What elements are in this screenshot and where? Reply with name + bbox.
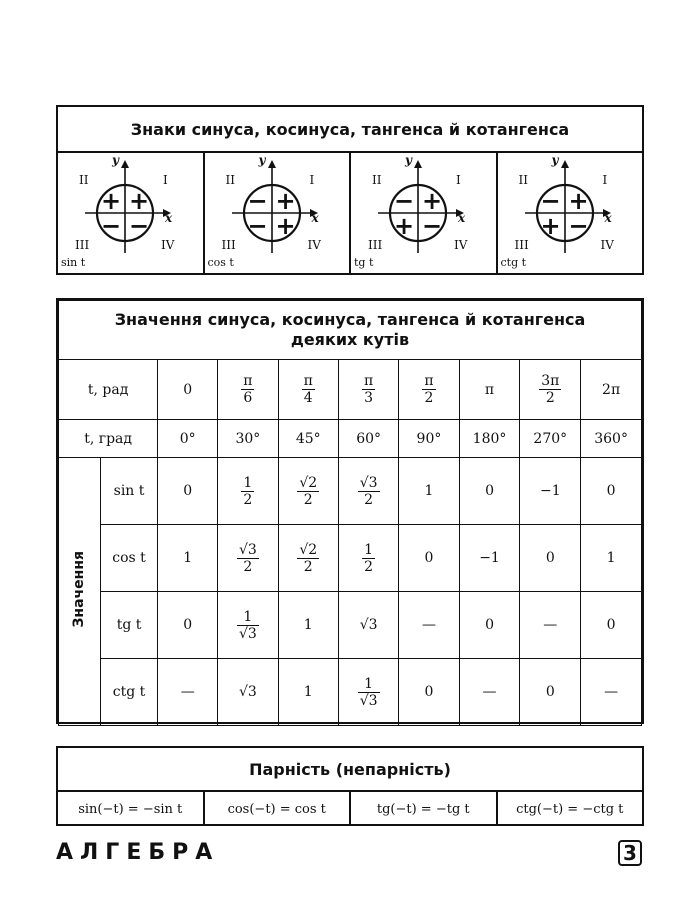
fraction-numerator: √2 [299, 541, 318, 558]
quadrant-label: III [368, 238, 383, 252]
signs-section [56, 105, 644, 275]
rad-value: π [459, 360, 520, 420]
function-name: cos t [207, 256, 234, 269]
fraction-numerator: 1 [243, 474, 253, 491]
function-value: 0 [459, 458, 520, 525]
parity-section [56, 746, 644, 826]
rad-value [338, 360, 398, 420]
footer-title: АЛГЕБРА [56, 840, 220, 865]
fraction-denominator: 3 [364, 390, 374, 406]
function-value: 0 [399, 659, 459, 726]
y-axis-label: y [112, 153, 119, 167]
fraction [358, 475, 380, 508]
values-title-line2: деяких кутів [290, 330, 410, 349]
function-value: √3 [338, 592, 398, 659]
quadrant-label: III [221, 238, 236, 252]
function-value [338, 458, 398, 525]
quadrant-label: I [456, 173, 461, 187]
fraction-denominator: 2 [303, 558, 313, 575]
x-axis-label: x [604, 211, 612, 225]
function-value: 1 [158, 525, 218, 592]
side-label: Значення [71, 551, 88, 628]
x-axis-label: x [311, 211, 319, 225]
rad-row [59, 360, 642, 420]
function-name-cell: tg t [100, 592, 157, 659]
quadrant-label: I [602, 173, 608, 187]
function-value [338, 525, 398, 592]
deg-value: 60° [338, 420, 398, 458]
fraction-numerator: 3π [541, 373, 560, 389]
fraction-numerator: √3 [238, 541, 257, 558]
fraction [241, 475, 254, 508]
fraction [422, 373, 435, 406]
fraction-numerator: π [364, 373, 374, 389]
quadrant-sign: − [247, 187, 268, 215]
function-name: tg t [354, 256, 374, 269]
function-value [218, 525, 278, 592]
deg-label: t, град [59, 420, 158, 458]
rad-value: 0 [158, 360, 218, 420]
values-table [58, 300, 642, 726]
function-value [278, 525, 338, 592]
function-value: 0 [520, 659, 581, 726]
quadrant-sign: − [568, 212, 589, 240]
rad-value: 2π [581, 360, 642, 420]
function-value [338, 659, 398, 726]
fraction [237, 609, 259, 642]
quadrant-sign: − [422, 212, 443, 240]
quadrant-label: IV [454, 238, 468, 252]
quadrant-sign: + [540, 212, 561, 240]
deg-value: 45° [278, 420, 338, 458]
deg-value: 0° [158, 420, 218, 458]
fraction-denominator: √3 [359, 692, 378, 709]
fraction [241, 373, 254, 406]
function-name-cell: ctg t [100, 659, 157, 726]
function-value: — [520, 592, 581, 659]
function-value: 0 [399, 525, 459, 592]
fraction [237, 542, 259, 575]
quadrant-label: IV [161, 238, 175, 252]
function-value: √3 [218, 659, 278, 726]
fraction-numerator: 1 [364, 541, 374, 558]
fraction-denominator: 2 [243, 491, 253, 508]
sign-panel-0 [58, 153, 205, 275]
deg-value: 180° [459, 420, 520, 458]
deg-value: 270° [520, 420, 581, 458]
x-axis-label: x [458, 211, 466, 225]
function-value [278, 458, 338, 525]
quadrant-label: I [163, 173, 168, 187]
parity-identity: ctg(−t) = −ctg t [516, 801, 624, 817]
quadrant-sign: + [101, 187, 122, 215]
values-section [56, 298, 644, 724]
fraction-numerator: π [303, 373, 313, 389]
fraction [362, 373, 375, 406]
fraction-denominator: √3 [238, 625, 257, 642]
function-value: 1 [278, 659, 338, 726]
deg-value: 30° [218, 420, 278, 458]
y-axis-label: y [551, 153, 559, 167]
parity-cells [58, 792, 642, 826]
function-value: 0 [158, 458, 218, 525]
function-row [59, 592, 642, 659]
x-axis-label: x [165, 211, 173, 225]
quadrant-label: II [518, 173, 528, 187]
function-value: 1 [399, 458, 459, 525]
quadrant-sign: + [275, 187, 296, 215]
quadrant-label: II [225, 173, 235, 187]
function-value [218, 458, 278, 525]
function-value: 0 [520, 525, 581, 592]
function-value: 0 [158, 592, 218, 659]
quadrant-sign: + [129, 187, 150, 215]
function-row [59, 525, 642, 592]
function-value: — [399, 592, 459, 659]
fraction-denominator: 2 [243, 558, 253, 575]
rad-value [399, 360, 459, 420]
fraction-denominator: 2 [364, 558, 374, 575]
quadrant-label: II [79, 173, 89, 187]
function-value [218, 592, 278, 659]
deg-value: 90° [399, 420, 459, 458]
fraction [358, 676, 380, 709]
fraction [302, 373, 315, 406]
quadrant-sign: + [568, 187, 589, 215]
function-value: −1 [459, 525, 520, 592]
deg-value: 360° [581, 420, 642, 458]
sign-panel-2 [351, 153, 498, 275]
page-number: 3 [618, 840, 642, 866]
rad-value [278, 360, 338, 420]
y-axis-label: y [405, 153, 412, 167]
fraction-numerator: π [424, 373, 434, 389]
fraction-denominator: 2 [364, 491, 374, 508]
function-value: −1 [520, 458, 581, 525]
quadrant-label: III [75, 238, 90, 252]
quadrant-sign: − [540, 187, 561, 215]
fraction-numerator: π [243, 373, 253, 389]
quadrant-sign: − [247, 212, 268, 240]
deg-row [59, 420, 642, 458]
function-value: 1 [278, 592, 338, 659]
function-value: — [459, 659, 520, 726]
fraction [539, 373, 561, 406]
quadrant-label: IV [600, 238, 614, 252]
signs-title: Знаки синуса, косинуса, тангенса й котангенса [58, 107, 642, 153]
function-name-cell: cos t [100, 525, 157, 592]
quadrant-sign: − [129, 212, 150, 240]
y-axis-label: y [258, 153, 266, 167]
fraction [297, 475, 319, 508]
function-row [59, 659, 642, 726]
function-name: ctg t [500, 256, 527, 269]
function-name-cell: sin t [100, 458, 157, 525]
quadrant-sign: − [101, 212, 122, 240]
parity-identity: cos(−t) = cos t [205, 792, 352, 826]
fraction-numerator: √3 [359, 474, 378, 491]
rad-label: t, рад [59, 360, 158, 420]
sign-panel-1 [205, 153, 352, 275]
rad-value [520, 360, 581, 420]
fraction-denominator: 2 [303, 491, 313, 508]
quadrant-label: I [309, 173, 315, 187]
side-label-cell [59, 458, 101, 726]
fraction-denominator: 4 [303, 390, 313, 406]
parity-identity: tg(−t) = −tg t [351, 792, 498, 826]
signs-panels [58, 153, 642, 275]
quadrant-sign: − [394, 187, 415, 215]
values-title-line1: Значення синуса, косинуса, тангенса й котангенса [114, 310, 586, 329]
fraction-denominator: 2 [545, 390, 555, 406]
quadrant-label: II [372, 173, 382, 187]
parity-title: Парність (непарність) [58, 748, 642, 792]
title-row [59, 301, 642, 360]
function-value: — [158, 659, 218, 726]
parity-identity: sin(−t) = −sin t [58, 792, 205, 826]
fraction-denominator: 2 [424, 390, 434, 406]
function-value: 0 [459, 592, 520, 659]
function-value: 0 [581, 592, 642, 659]
values-title [59, 301, 642, 360]
function-value: 0 [581, 458, 642, 525]
quadrant-label: III [514, 238, 529, 252]
function-value: — [581, 659, 642, 726]
function-value: 1 [581, 525, 642, 592]
rad-value [218, 360, 278, 420]
quadrant-sign: + [394, 212, 415, 240]
sign-panel-3 [498, 153, 643, 275]
function-name: sin t [61, 256, 86, 269]
quadrant-sign: + [275, 212, 296, 240]
function-row [59, 458, 642, 525]
quadrant-sign: + [422, 187, 443, 215]
fraction [362, 542, 375, 575]
fraction-denominator: 6 [243, 390, 253, 406]
fraction-numerator: √2 [299, 474, 318, 491]
fraction-numerator: 1 [358, 676, 380, 693]
quadrant-label: IV [307, 238, 321, 252]
fraction-numerator: 1 [237, 609, 259, 626]
fraction [297, 542, 319, 575]
